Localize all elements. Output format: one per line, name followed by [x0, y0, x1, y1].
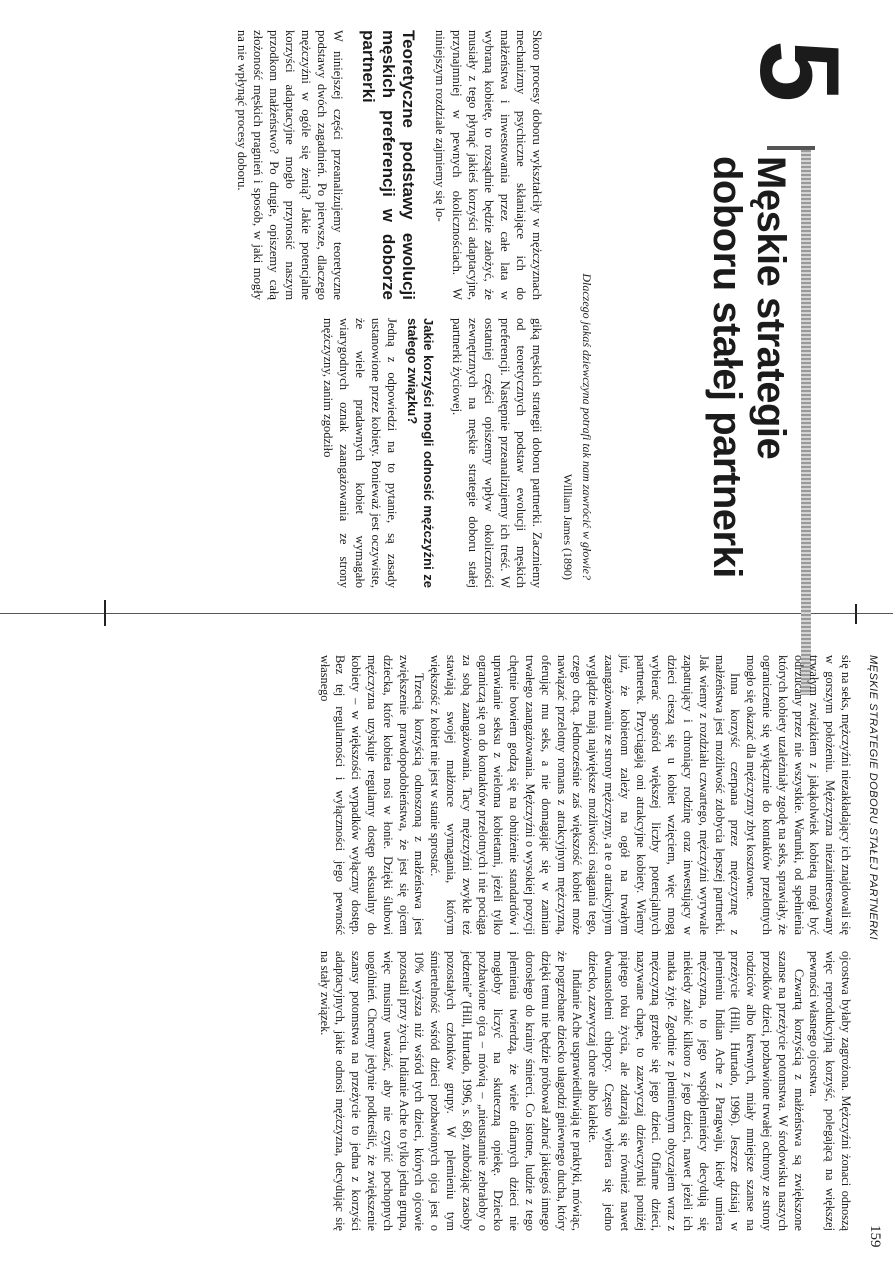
page-left-column [316, 655, 853, 935]
paragraph: się na seks, mężczyźni niezakładający ich znajdowali się w gorszym położeniu. Mężczyzna niezainteresowany trwałym związkiem z jakąkolwiek kobietą mógł być odrzucany przez nie wszystkie. Warunki, od spełnienia których kobiety uzależniały zgodę na seks, sprawiały, że ograniczenie się wyłącznie do kontaktów przelotnych mogło się okazać dla mężczyzny zbyt kosztowne. [744, 655, 853, 935]
paragraph: Trzecią korzyścią odnoszoną z małżeństwa jest zwiększenie prawdopodobieństwa, że jest się ojcem dziecka, które kobieta nosi w łonie. Dzięki ślubowi mężczyzna uzyskuje regularny dostęp seksualny do kobiety – w większości wypadków wyłączny dostęp. Bez tej regularności i wyłączności jego pewność własnego [317, 655, 427, 935]
page-number: 159 [867, 1225, 883, 1248]
epigraph: Dlaczego jakaś dziewczyna potrafi tak nam zawrócić w głowie? [580, 273, 594, 580]
intro-continuation: giką męskich strategii doboru partnerki. Zaczniemy od teoretycznych podstaw ewolucji męskich preferencji. Następnie przeanalizujemy ich treść. W ostatniej części opiszemy wpływ okoliczności zewnętrznych na męskie strategie doboru stałej partnerki życiowej. [449, 318, 544, 588]
subsection-heading: Jakie korzyści mogli odnosić mężczyźni ze stałego związku? [405, 318, 437, 588]
intro-paragraph: Skoro procesy doboru wykształciły w mężczyznach mechanizmy psychiczne skłaniające ich do małżeństwa i inwestowania przez całe lata w wybraną kobietę, to rozsądnie będzie założyć, że musiały z tego płynąć jakieś korzyści adaptacyjne, przynajmniej w pewnych okolicznościach. W niniejszym rozdziale zajmiemy się lo- [433, 30, 544, 300]
chapter-page-area [0, 0, 893, 610]
section-paragraph: W niniejszej części przeanalizujemy teoretyczne podstawy dwóch zagadnień. Po pierwsze, dlaczego mężczyźni w ogóle się żenią? Jakie potencjalne korzyści adaptacyjne mogło przynosić naszym przodkom małżeństwo? Po drugie, opiszemy całą złożoność męskich pragnień i sposób, w jaki mogły na nie wpłynąć procesy doboru. [234, 30, 346, 300]
epigraph-author: William James (1890) [561, 473, 575, 580]
chapter-title: Męskie strategie doboru stałej partnerki [705, 156, 793, 578]
paragraph: Inna korzyść czerpana przez mężczyznę z małżeństwa jest możliwość zdobycia lepszej partnerki. Jak wiemy z rozdziału czwartego, mężczyźni wyrywale zapatrujący i chroniący rodzinę oraz inwestujący w dzieci cieszą się u kobiet wzięciem, więc mogą wybierać spośród większej liczby potencjalnych partnerek. Przyciągają oni atrakcyjne kobiety. Wiemy już, że kobietom zależy na ogół na trwałym zaangażowaniu ze strony mężczyzny, a te o atrakcyjnym wyglądzie mają największe możliwości osiągania tego, czego chcą. Jednocześnie zaś większość kobiet może nawiązać przelotny romans z atrakcyjnym mężczyzną, oferując mu seks, a nie domagając się w zamian trwałego zaangażowania. Mężczyźni o wysokiej pozycji chętnie bowiem godzą się na obniżenie standardów i uprawianie seksu z wieloma kobietami, jeżeli tylko ograniczą się on do kontaktów przelotnych i nie pociąga za sobą zaangażowania. Tacy mężczyźni zwykle też stawiają swojej małżonce wymagania, którym większość z kobiet nie jest w stanie sprostać. [428, 655, 743, 935]
chapter-right-column [320, 318, 545, 588]
page-159 [0, 625, 893, 1263]
paragraph: ojcostwa byłaby zagrożona. Mężczyźni żonaci odnoszą więc reprodukcyjną korzyść, polegającą na większej pewności własnego ojcostwa. [807, 951, 853, 1231]
paragraph: Indianie Ache usprawiedliwiają te praktyki, mówiąc, że pogrzebane dziecko ułagodzi gniewnego ducha, który dzięki temu nie będzie próbował zabrać jakiegoś innego dorosłego do krainy śmierci. Co istotne, ludzie z tego plemienia twierdzą, że wiele ofiarnych dzieci nie mogłoby liczyć na skuteczną opiekę. Dziecko pozbawione ojca – mówią – „nieustannie zebrałoby o jedzenie” (Hill, Hurtado, 1996, s. 68), zubożając zasoby pozostałych członków grupy. W plemieniu tym śmiertelność wśród dzieci pozbawionych ojca jest o 10% wyższa niż wśród tych dzieci, których ojcowie pozostali przy życiu. Indianie Ache to tylko jedna grupa, więc musimy uważać, aby nie czynić pochopnych uogólnień. Chcemy jedynie podkreślić, że zwiększenie szansy potomstwa na przeżycie to jedna z korzyści adaptacyjnych, jakie odnosi mężczyzna, decydując się na stały związek. [317, 951, 585, 1231]
section-heading: Teoretyczne podstawy ewolucji męskich preferencji w doborze partnerki [359, 30, 419, 300]
running-head: MĘSKIE STRATEGIE DOBORU STAŁEJ PARTNERKI [867, 655, 879, 941]
title-rule [801, 150, 811, 695]
chapter-left-column [234, 30, 545, 300]
subsection-paragraph: Jedną z odpowiedzi na to pytanie, są zasady ustanowione przez kobiety. Ponieważ jest oczywiste, że wiele pradawnych kobiet wymagało wiarygodnych oznak zaangażowania ze strony mężczyzny, zanim zgodziło [321, 318, 400, 588]
chapter-number: 5 [737, 40, 862, 103]
page-right-column [316, 951, 853, 1231]
paragraph: Czwartą korzyścią z małżeństwa są zwiększone szanse na przeżycie potomstwa. W środowisku naszych przodków dzieci, pozbawione trwałej ochrony ze strony rodziców albo krewnych, miały mniejsze szanse na przeżycie (Hill, Hurtado, 1996). Jeszcze dzisiaj w plemieniu Indian Ache z Paragwaju, kiedy umiera mężczyzna, to jego współplemieńcy decydują się niekiedy zabić kilkoro z jego dzieci, nawet jeżeli ich matka żyje. Zgodnie z plemiennym obyczajem wraz z mężczyzną grzebie się jego dzieci. Ofiarne dzieci, nazywane chape, to zazwyczaj dziewczynki poniżej piątego roku życia, ale zdarzają się również nawet dwunastoletni chłopcy. Często wybiera się jedno dziecko, zazwyczaj chore albo kalekie. [586, 951, 806, 1231]
